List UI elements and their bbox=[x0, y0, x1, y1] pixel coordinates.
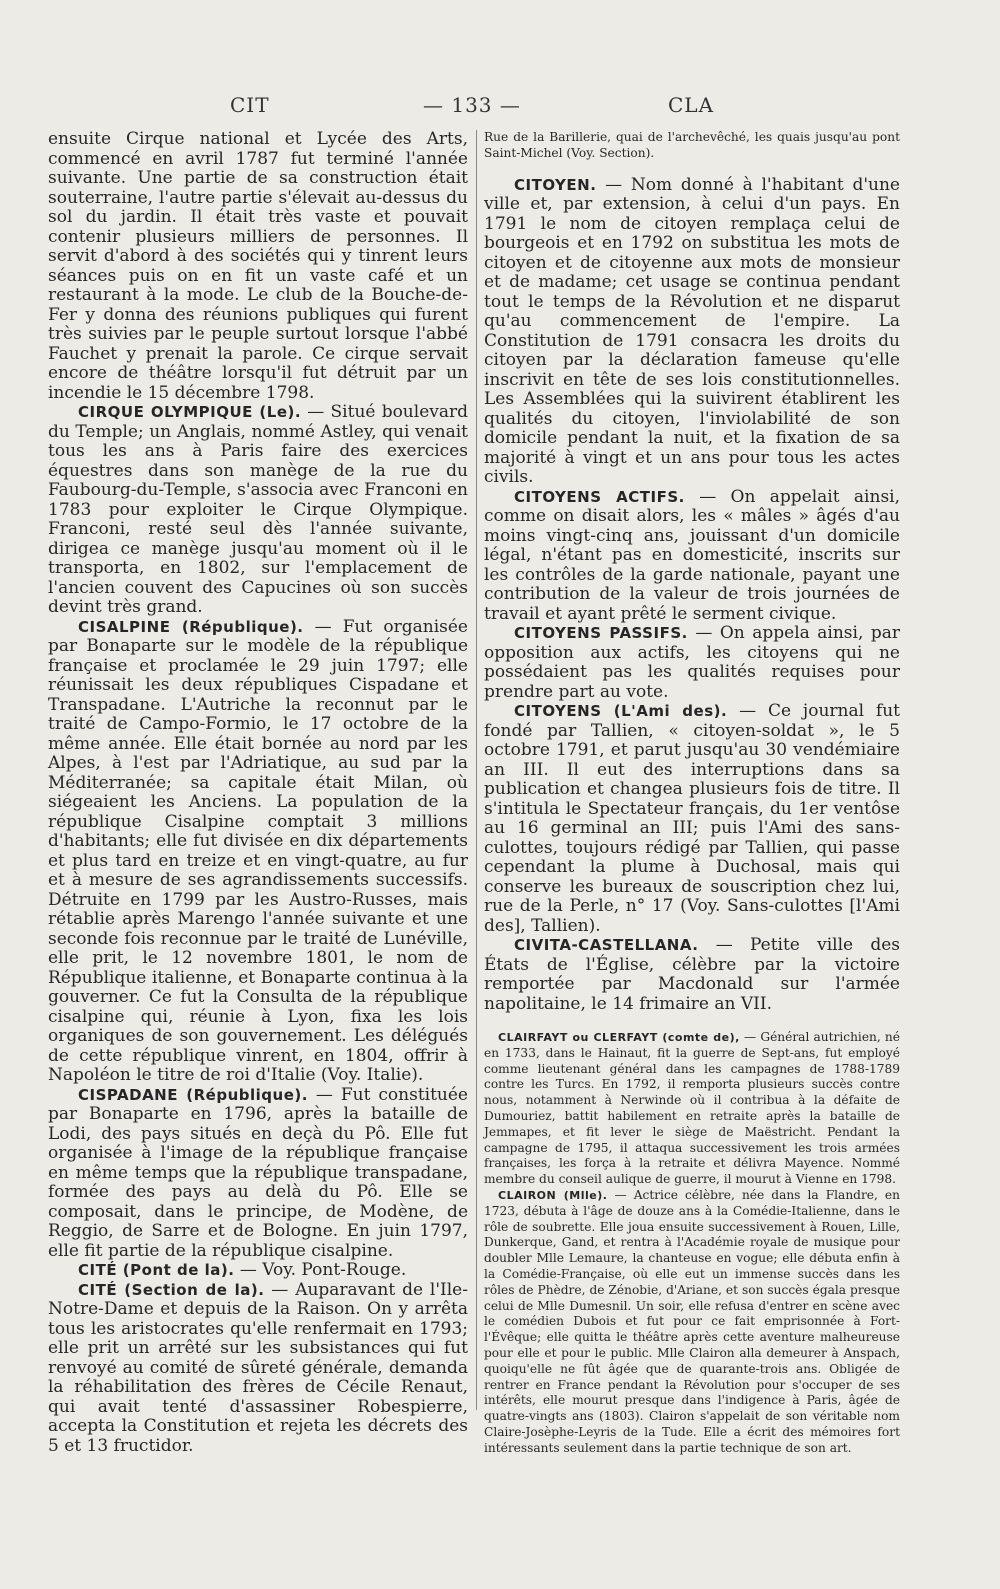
entry-cite-pont bbox=[48, 1261, 468, 1281]
entry-citoyens-actifs bbox=[484, 488, 900, 625]
header-left-guide-word: CIT bbox=[230, 93, 270, 117]
page-number: — 133 — bbox=[423, 93, 521, 117]
continuation-text: ensuite Cirque national et Lycée des Arts, commencé en avril 1787 fut terminé l'année suivante. Une partie de sa construction était souterraine, l'autre partie s'élevait au-dessus du sol du jardin. Il était très vaste et pouvait contenir plusieurs milliers de personnes. Il servit d'abord à des sociétés qui y tinrent leurs séances puis on en fit un vaste café et un restaurant à la mode. Le club de la Bouche-de-Fer y donna des réunions publiques qui furent très suivies par le peuple surtout lorsque l'abbé Fauchet y prenait la parole. Ce cirque servait encore de théâtre lorsqu'il fut détruit par un incendie le 15 décembre 1798. bbox=[48, 129, 468, 403]
entry-headword: CITÉ (Section de la). bbox=[78, 1280, 265, 1299]
entry-text: — Voy. Pont-Rouge. bbox=[234, 1260, 407, 1280]
entry-text: — Nom donné à l'habitant d'une ville et, par extension, à celui d'un pays. En 1791 le nom de citoyen remplaça celui de bourgeois et en 1792 on substitua les mots de citoyen et de citoyenne aux mots de monsieur et de madame; cet usage se continua pendant tout le temps de la Révolution et ne disparut qu'au commencement de l'empire. La Constitution de 1791 consacra les droits du citoyen par la déclaration fameuse qu'elle inscrivit en tête de ses lois constitutionnelles. Les Assemblées qui la suivirent établirent les qualités du citoyen, l'inviolabilité de son domicile pendant la nuit, et la fixation de sa majorité à vingt et un ans pour tous les actes civils. bbox=[484, 174, 900, 488]
entry-text: — Auparavant de l'Ile-Notre-Dame et depuis de la Raison. On y arrêta tous les aristocrates qu'elle renfermait en 1793; elle prit un arrêté sur les subsistances qui fut renvoyé au comité de sûreté générale, demanda la réhabilitation des frères de Cécile Renaut, qui avait tenté d'assassiner Robespierre, accepta la Constitution et rejeta les décrets des 5 et 13 fructidor. bbox=[48, 1279, 468, 1456]
entry-headword: CITÉ (Pont de la). bbox=[78, 1261, 235, 1279]
entry-cispadane bbox=[48, 1086, 468, 1262]
entry-headword: CITOYENS (L'Ami des). bbox=[514, 702, 728, 721]
entry-ami-des-citoyens bbox=[484, 702, 900, 936]
entry-text: — Petite ville des États de l'Église, célèbre par la victoire remportée par Macdonald sur l'armée napolitaine, le 14 frimaire an VII. bbox=[484, 935, 900, 1014]
right-column bbox=[484, 130, 900, 1457]
entry-headword: CITOYENS ACTIFS. bbox=[514, 487, 685, 506]
entry-cite-section bbox=[48, 1281, 468, 1457]
entry-citoyen bbox=[484, 176, 900, 488]
entry-headword: CITOYEN. bbox=[514, 175, 597, 194]
entry-text: — On appelait ainsi, comme on disait alors, les « mâles » âgés d'au moins vingt-cinq ans, jouissant d'un domicile légal, n'étant pas en domesticité, inscrits sur les contrôles de la garde nationale, payant une contribution de la valeur de trois journées de travail et ayant prêté le serment civique. bbox=[484, 486, 901, 624]
continuation-text: Rue de la Barillerie, quai de l'archevêché, les quais jusqu'au pont Saint-Michel (Voy. Section). bbox=[484, 130, 900, 160]
entry-headword: CIVITA-CASTELLANA. bbox=[514, 936, 699, 955]
header-right-guide-word: CLA bbox=[668, 93, 715, 117]
entry-clairon bbox=[484, 1188, 900, 1457]
entry-cirque-olympique bbox=[48, 403, 468, 618]
entry-citoyens-passifs bbox=[484, 624, 900, 702]
entry-headword: CLAIRON (Mlle). bbox=[498, 1189, 608, 1203]
entry-text: — Actrice célèbre, née dans la Flandre, en 1723, débuta à l'âge de douze ans à la Comédie-Italienne, dans le rôle de soubrette. Elle joua ensuite successivement à Rouen, Lille, Dunkerque, Gand, et rentra à l'Académie royale de musique pour doubler Mlle Lemaure, la chanteuse en vogue; elle débuta enfin à la Comédie-Française, où elle eut un immense succès dans les rôles de Phèdre, de Zénobie, d'Ariane, et son succès égala presque celui de Mlle Dumesnil. Un soir, elle refusa d'entrer en scène avec le comédien Dubois et fut pour ce fait emprisonnée à Fort-l'Évêque; elle quitta le théâtre après cette aventure malheureuse pour elle et pour le public. Mlle Clairon alla demeurer à Anspach, quoiqu'elle ne fût âgée que de quarante-trois ans. Obligée de rentrer en France pendant la Révolution pour s'occuper de ses intérêts, elle mourut presque dans l'indigence à Paris, âgée de quatre-vingts ans (1803). Clairon s'appelait de son véritable nom Claire-Josèphe-Leyris de la Tude. Elle a écrit des mémoires fort intéressants seulement dans la partie technique de son art. bbox=[484, 1188, 900, 1455]
entry-headword: CITOYENS PASSIFS. bbox=[514, 624, 688, 643]
entry-text: — Fut organisée par Bonaparte sur le modèle de la république française et proclamée le 29 juin 1797; elle réunissait les deux républiques Cispadane et Transpadane. L'Autriche la reconnut par le traité de Campo-Formio, le 17 octobre de la même année. Elle était bornée au nord par les Alpes, à l'est par l'Adriatique, au sud par la Méditerranée; sa capitale était Milan, où siégeaient les Anciens. La population de la république Cisalpine comptait 3 millions d'habitants; elle fut divisée en dix départements et plus tard en treize et en vingt-quatre, au fur et à mesure de ses agrandissements successifs. Détruite en 1799 par les Austro-Russes, mais rétablie après Marengo l'année suivante et une seconde fois reconnue par le traité de Lunéville, elle prit, le 12 novembre 1801, le nom de République italienne, et Bonaparte continua à la gouverner. Ce fut la Consulta de la république cisalpine qui, réunie à Lyon, fixa les lois organiques de son gouvernement. Les délégués de cette république vinrent, en 1804, offrir à Napoléon le titre de roi d'Italie (Voy. Italie). bbox=[48, 616, 468, 1085]
entry-headword: CLAIRFAYT ou CLERFAYT (comte de), bbox=[498, 1031, 740, 1045]
entry-text: — Ce journal fut fondé par Tallien, « citoyen-soldat », le 5 octobre 1791, et parut jusqu'au 30 vendémiaire an III. Il eut des interruptions dans sa publication et changea plusieurs fois de titre. Il s'intitula le Spectateur français, du 1er ventôse au 16 germinal an III; puis l'Ami des sans-culottes, toujours rédigé par Tallien, qui passe cependant la plume à Duchosal, mais qui conserve les bureaux de souscription chez lui, rue de la Perle, n° 17 (Voy. Sans-culottes [l'Ami des], Tallien). bbox=[484, 701, 900, 936]
entry-cisalpine bbox=[48, 618, 468, 1086]
left-column bbox=[48, 130, 468, 1456]
entry-text: — On appela ainsi, par opposition aux actifs, les citoyens qui ne possédaient pas les qualités requises pour prendre part au vote. bbox=[484, 623, 901, 702]
column-divider bbox=[476, 130, 477, 1410]
entry-headword: CISALPINE (République). bbox=[78, 617, 304, 636]
entry-text: — Fut constituée par Bonaparte en 1796, après la bataille de Lodi, des pays situés en deçà du Pô. Elle fut organisée à l'image de la république française en même temps que la république transpadane, formée des pays au delà du Pô. Elle se composait, dans le principe, de Modène, de Reggio, de Sarre et de Bologne. En juin 1797, elle fit partie de la république cisalpine. bbox=[48, 1084, 468, 1261]
entry-text: — Général autrichien, né en 1733, dans le Hainaut, fit la guerre de Sept-ans, fut employé comme lieutenant général dans les campagnes de 1788-1789 contre les Turcs. En 1792, il remporta plusieurs succès contre nous, notamment à Nerwinde où il contribua à la défaite de Dumouriez, battit habilement en retraite après la bataille de Jemmapes, et fit lever le siège de Maëstricht. Pendant la campagne de 1795, il attaqua successivement les trois armées françaises, les força à la retraite et délivra Mayence. Nommé membre du conseil aulique de guerre, il mourut à Vienne en 1798. bbox=[484, 1030, 900, 1187]
entry-text: — Situé boulevard du Temple; un Anglais, nommé Astley, qui venait tous les ans à Paris faire des exercices équestres dans son manège de la rue du Faubourg-du-Temple, s'associa avec Franconi en 1783 pour exploiter le Cirque Olympique. Franconi, resté seul dès l'année suivante, dirigea ce manège jusqu'au moment où il le transporta, en 1802, sur l'emplacement de l'ancien couvent des Capucines où son succès devint très grand. bbox=[48, 402, 468, 617]
entry-clairfayt bbox=[484, 1030, 900, 1188]
entry-civita-castellana bbox=[484, 936, 900, 1014]
entry-headword: CISPADANE (République). bbox=[78, 1085, 308, 1104]
entry-headword: CIRQUE OLYMPIQUE (Le). bbox=[78, 403, 302, 421]
